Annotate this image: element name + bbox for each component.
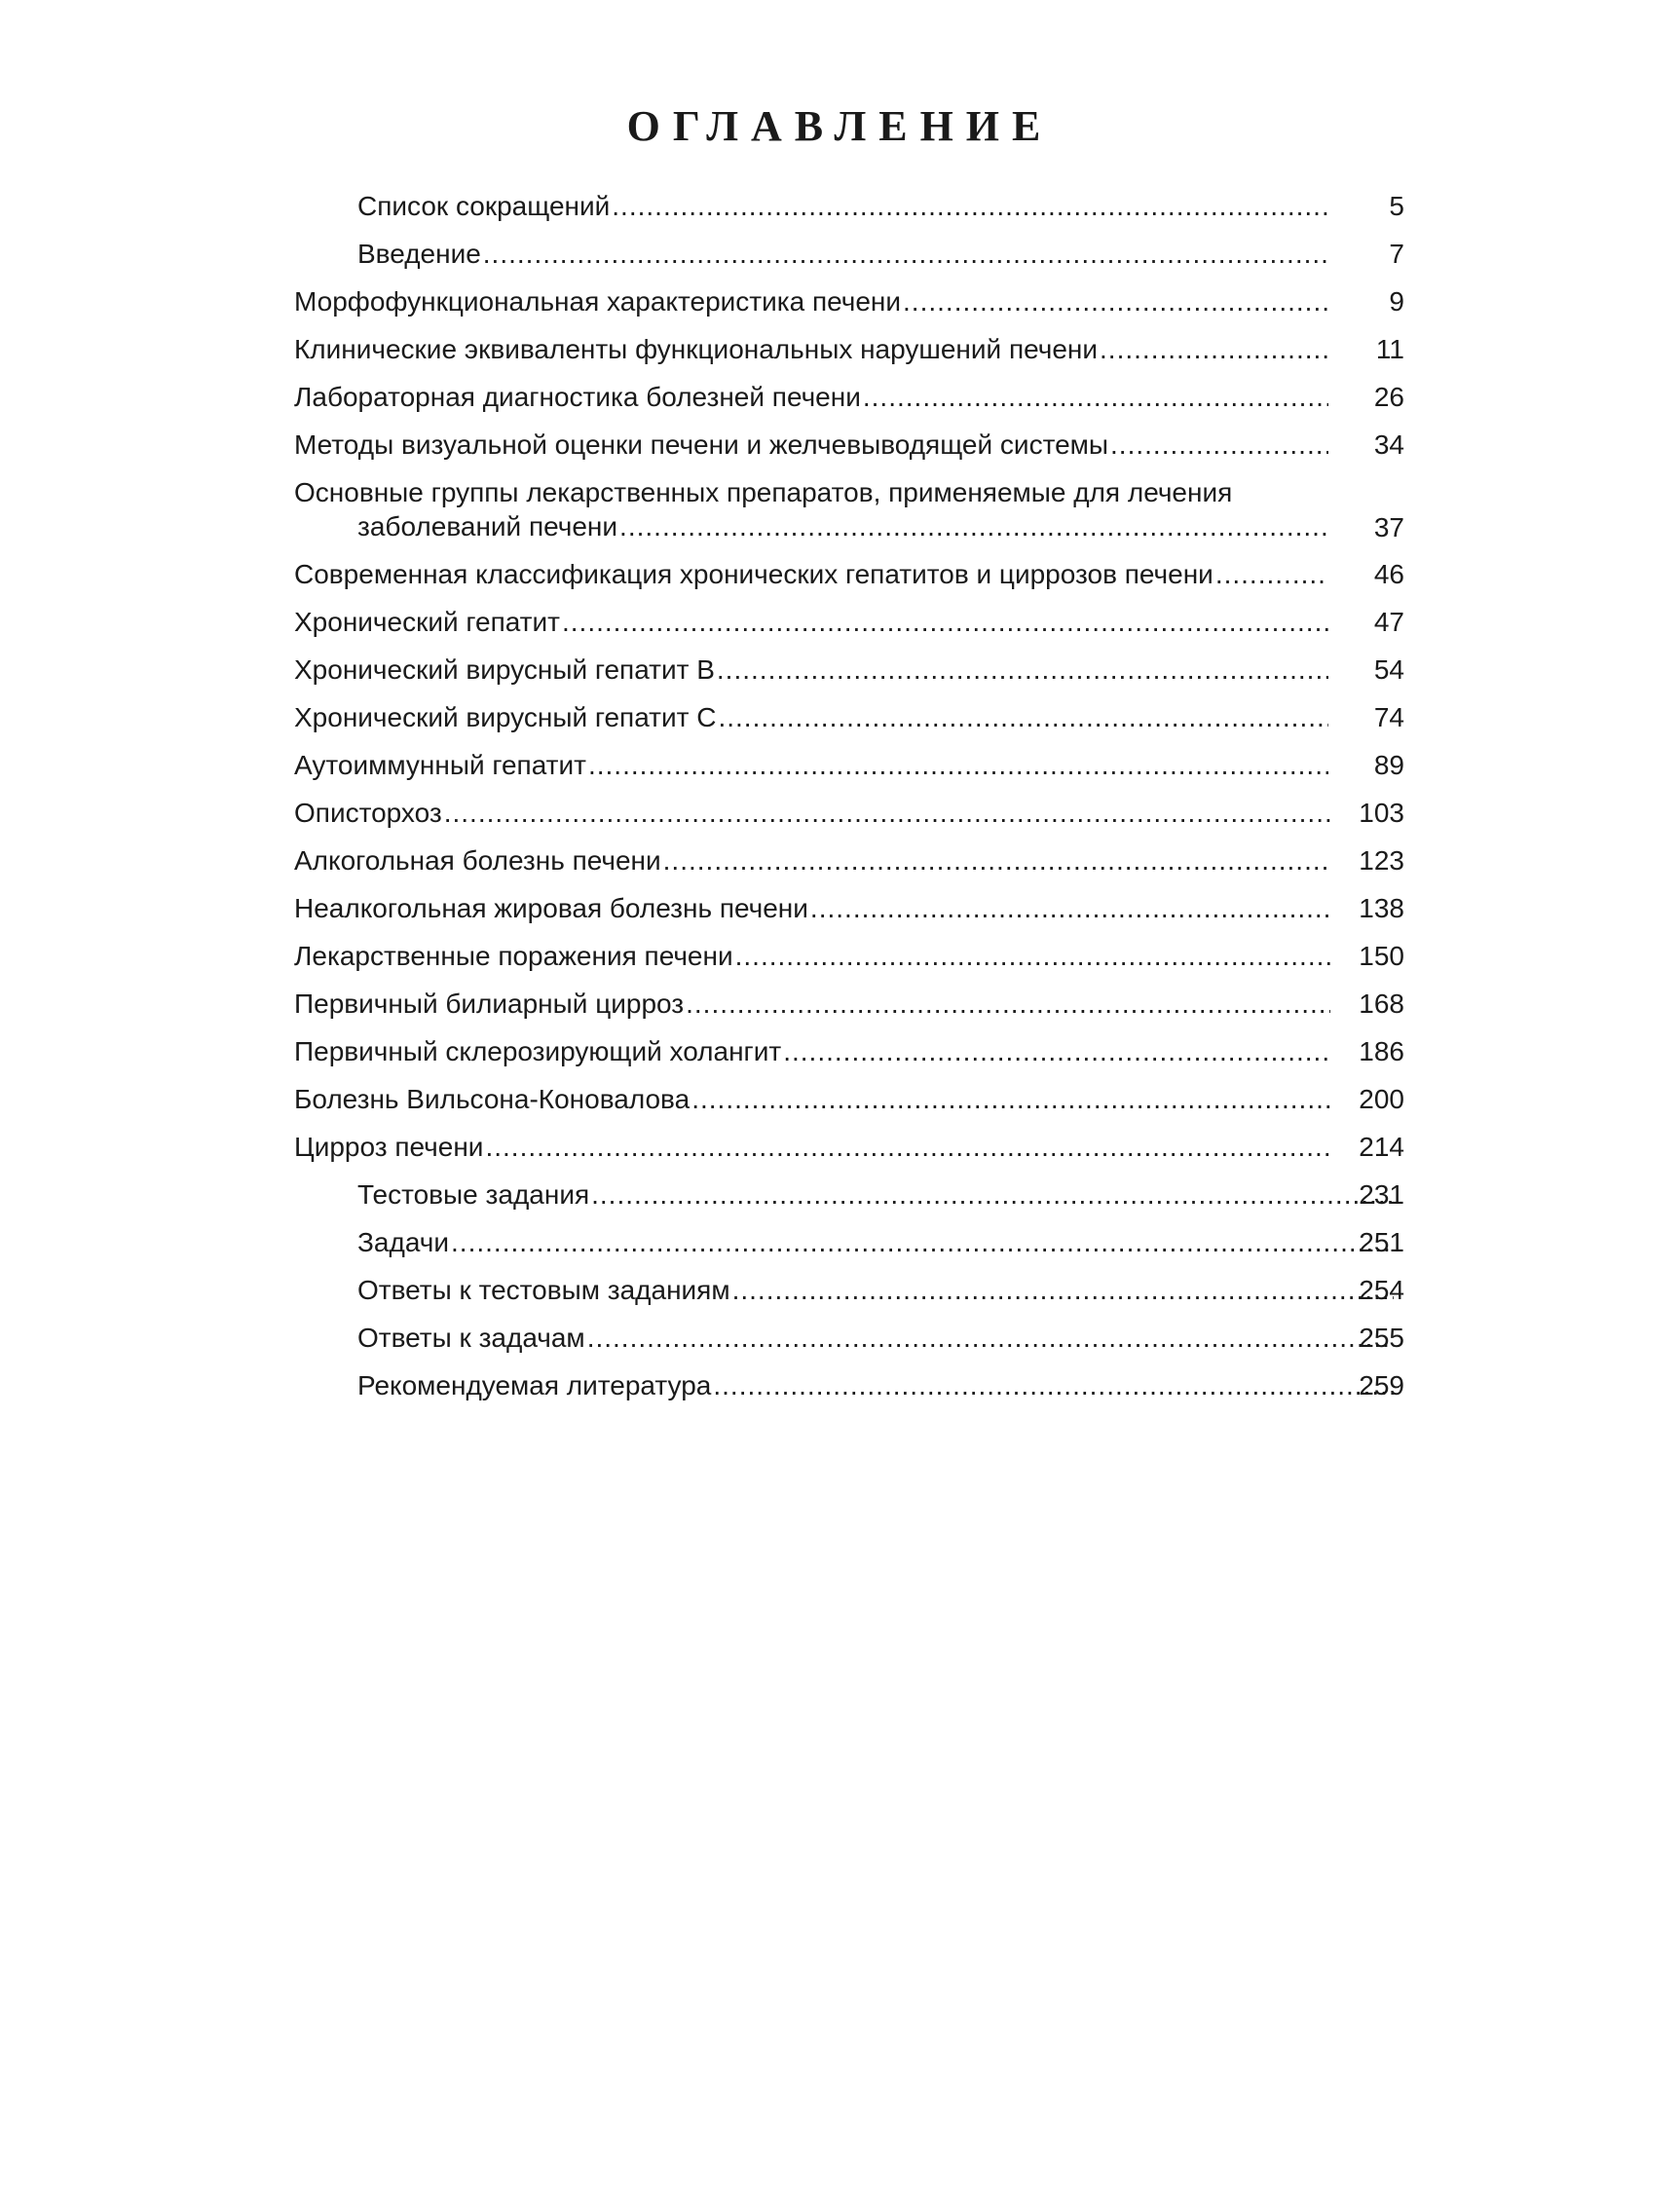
toc-page-number: 251: [1359, 1227, 1404, 1257]
toc-entry-title: Первичный склерозирующий холангит: [294, 1036, 782, 1066]
toc-entry-title: Первичный билиарный цирроз: [294, 989, 685, 1019]
toc-entry[interactable]: [294, 1274, 1404, 1322]
dot-leader: [903, 285, 1328, 318]
toc-entry-title: Рекомендуемая литература: [357, 1370, 712, 1400]
toc-entry-title: Ответы к задачам: [357, 1323, 585, 1353]
toc-entry-title: Описторхоз: [294, 798, 442, 828]
toc-entry-title: Основные группы лекарственных препаратов, применяемые для лечения: [294, 477, 1233, 507]
toc-entry[interactable]: [294, 1226, 1404, 1274]
dot-leader: [735, 940, 1330, 973]
toc-entry-title: Ответы к тестовым заданиям: [357, 1275, 730, 1305]
toc-entry[interactable]: [294, 190, 1404, 238]
dot-leader: [1100, 333, 1328, 366]
dot-leader: [783, 1035, 1330, 1068]
toc-page-number: 150: [1359, 941, 1404, 971]
toc-entry[interactable]: [294, 1322, 1404, 1369]
dot-leader: [587, 1322, 1394, 1355]
dot-leader: [485, 1131, 1330, 1164]
toc-entry[interactable]: [294, 1131, 1404, 1178]
toc-page-number: 186: [1359, 1036, 1404, 1066]
toc-page-number: 231: [1359, 1179, 1404, 1210]
toc-page-number: 259: [1359, 1370, 1404, 1400]
toc-entry-title: Лекарственные поражения печени: [294, 941, 733, 971]
dot-leader: [483, 238, 1328, 271]
dot-leader: [444, 797, 1330, 830]
page-title: ОГЛАВЛЕНИЕ: [626, 102, 1054, 150]
toc-entry-title: Алкогольная болезнь печени: [294, 845, 661, 876]
toc-page-number: 34: [1373, 429, 1404, 460]
toc-entry-title: Болезнь Вильсона-Коновалова: [294, 1084, 691, 1114]
toc-page-number: 7: [1389, 239, 1404, 269]
toc-entry-title: Хронический вирусный гепатит С: [294, 702, 717, 732]
toc-page-number: 138: [1359, 893, 1404, 923]
toc-page-number: 37: [1373, 512, 1404, 542]
toc-entry-title: Современная классификация хронических гепатитов и циррозов печени: [294, 559, 1213, 589]
dot-leader: [686, 988, 1330, 1021]
toc-page-number: 47: [1373, 607, 1404, 637]
toc-entry[interactable]: [294, 988, 1404, 1035]
dot-leader: [863, 381, 1328, 414]
dot-leader: [1215, 558, 1328, 591]
toc-entry[interactable]: [294, 701, 1404, 749]
dot-leader: [663, 844, 1330, 877]
toc-entry[interactable]: [294, 797, 1404, 844]
toc-page-number: 214: [1359, 1132, 1404, 1162]
toc-entry[interactable]: [294, 606, 1404, 653]
dot-leader: [810, 892, 1330, 925]
toc-entry[interactable]: [294, 476, 1404, 558]
toc-entry[interactable]: [294, 333, 1404, 381]
dot-leader: [1110, 429, 1328, 462]
toc-entry-title: Неалкогольная жировая болезнь печени: [294, 893, 808, 923]
toc-entry[interactable]: [294, 1369, 1404, 1417]
toc-entry-title: Хронический вирусный гепатит В: [294, 654, 715, 685]
toc-page-number: 89: [1373, 750, 1404, 780]
toc-entry[interactable]: [294, 653, 1404, 701]
dot-leader: [732, 1274, 1394, 1307]
toc-entry[interactable]: [294, 940, 1404, 988]
toc-page-number: 123: [1359, 845, 1404, 876]
dot-leader: [451, 1226, 1394, 1259]
dot-leader: [588, 749, 1328, 782]
toc-page-number: 168: [1359, 989, 1404, 1019]
toc-page-number: 103: [1359, 798, 1404, 828]
toc-entry-title-continued: заболеваний печени: [357, 511, 618, 541]
toc-entry[interactable]: [294, 558, 1404, 606]
toc-entry-title: Задачи: [357, 1227, 450, 1257]
toc-page-number: 9: [1389, 286, 1404, 317]
toc-entry[interactable]: [294, 429, 1404, 476]
dot-leader: [691, 1083, 1330, 1116]
dot-leader: [591, 1178, 1394, 1212]
toc-entry-title: Аутоиммунный гепатит: [294, 750, 586, 780]
toc-entry[interactable]: [294, 1178, 1404, 1226]
dot-leader: [718, 701, 1328, 734]
toc-entry-title: Лабораторная диагностика болезней печени: [294, 382, 861, 412]
toc-entry-title: Методы визуальной оценки печени и желчевыводящей системы: [294, 429, 1109, 460]
toc-entry[interactable]: [294, 1083, 1404, 1131]
toc-entry[interactable]: [294, 844, 1404, 892]
dot-leader: [612, 190, 1328, 223]
toc-entry-title: Введение: [357, 239, 481, 269]
toc-page-number: 5: [1389, 191, 1404, 221]
toc-page-number: 26: [1373, 382, 1404, 412]
toc-entry[interactable]: [294, 892, 1404, 940]
toc-entry-title: Хронический гепатит: [294, 607, 560, 637]
dot-leader: [717, 653, 1328, 687]
toc-entry[interactable]: [294, 749, 1404, 797]
dot-leader: [713, 1369, 1394, 1402]
toc-entry[interactable]: [294, 1035, 1404, 1083]
table-of-contents: [294, 190, 1404, 1417]
toc-page-number: 54: [1373, 654, 1404, 685]
toc-page-number: 74: [1373, 702, 1404, 732]
toc-entry[interactable]: [294, 238, 1404, 285]
toc-entry-title: Тестовые задания: [357, 1179, 590, 1210]
toc-entry[interactable]: [294, 285, 1404, 333]
toc-entry-title: Морфофункциональная характеристика печени: [294, 286, 902, 317]
toc-page-number: 46: [1373, 559, 1404, 589]
toc-page-number: 254: [1359, 1275, 1404, 1305]
toc-entry[interactable]: [294, 381, 1404, 429]
toc-page-number: 200: [1359, 1084, 1404, 1114]
dot-leader: [619, 510, 1328, 543]
toc-entry-title: Цирроз печени: [294, 1132, 484, 1162]
toc-page-number: 11: [1375, 334, 1404, 364]
toc-entry-title: Список сокращений: [357, 191, 611, 221]
toc-page-number: 255: [1359, 1323, 1404, 1353]
dot-leader: [562, 606, 1328, 639]
toc-entry-title: Клинические эквиваленты функциональных нарушений печени: [294, 334, 1099, 364]
